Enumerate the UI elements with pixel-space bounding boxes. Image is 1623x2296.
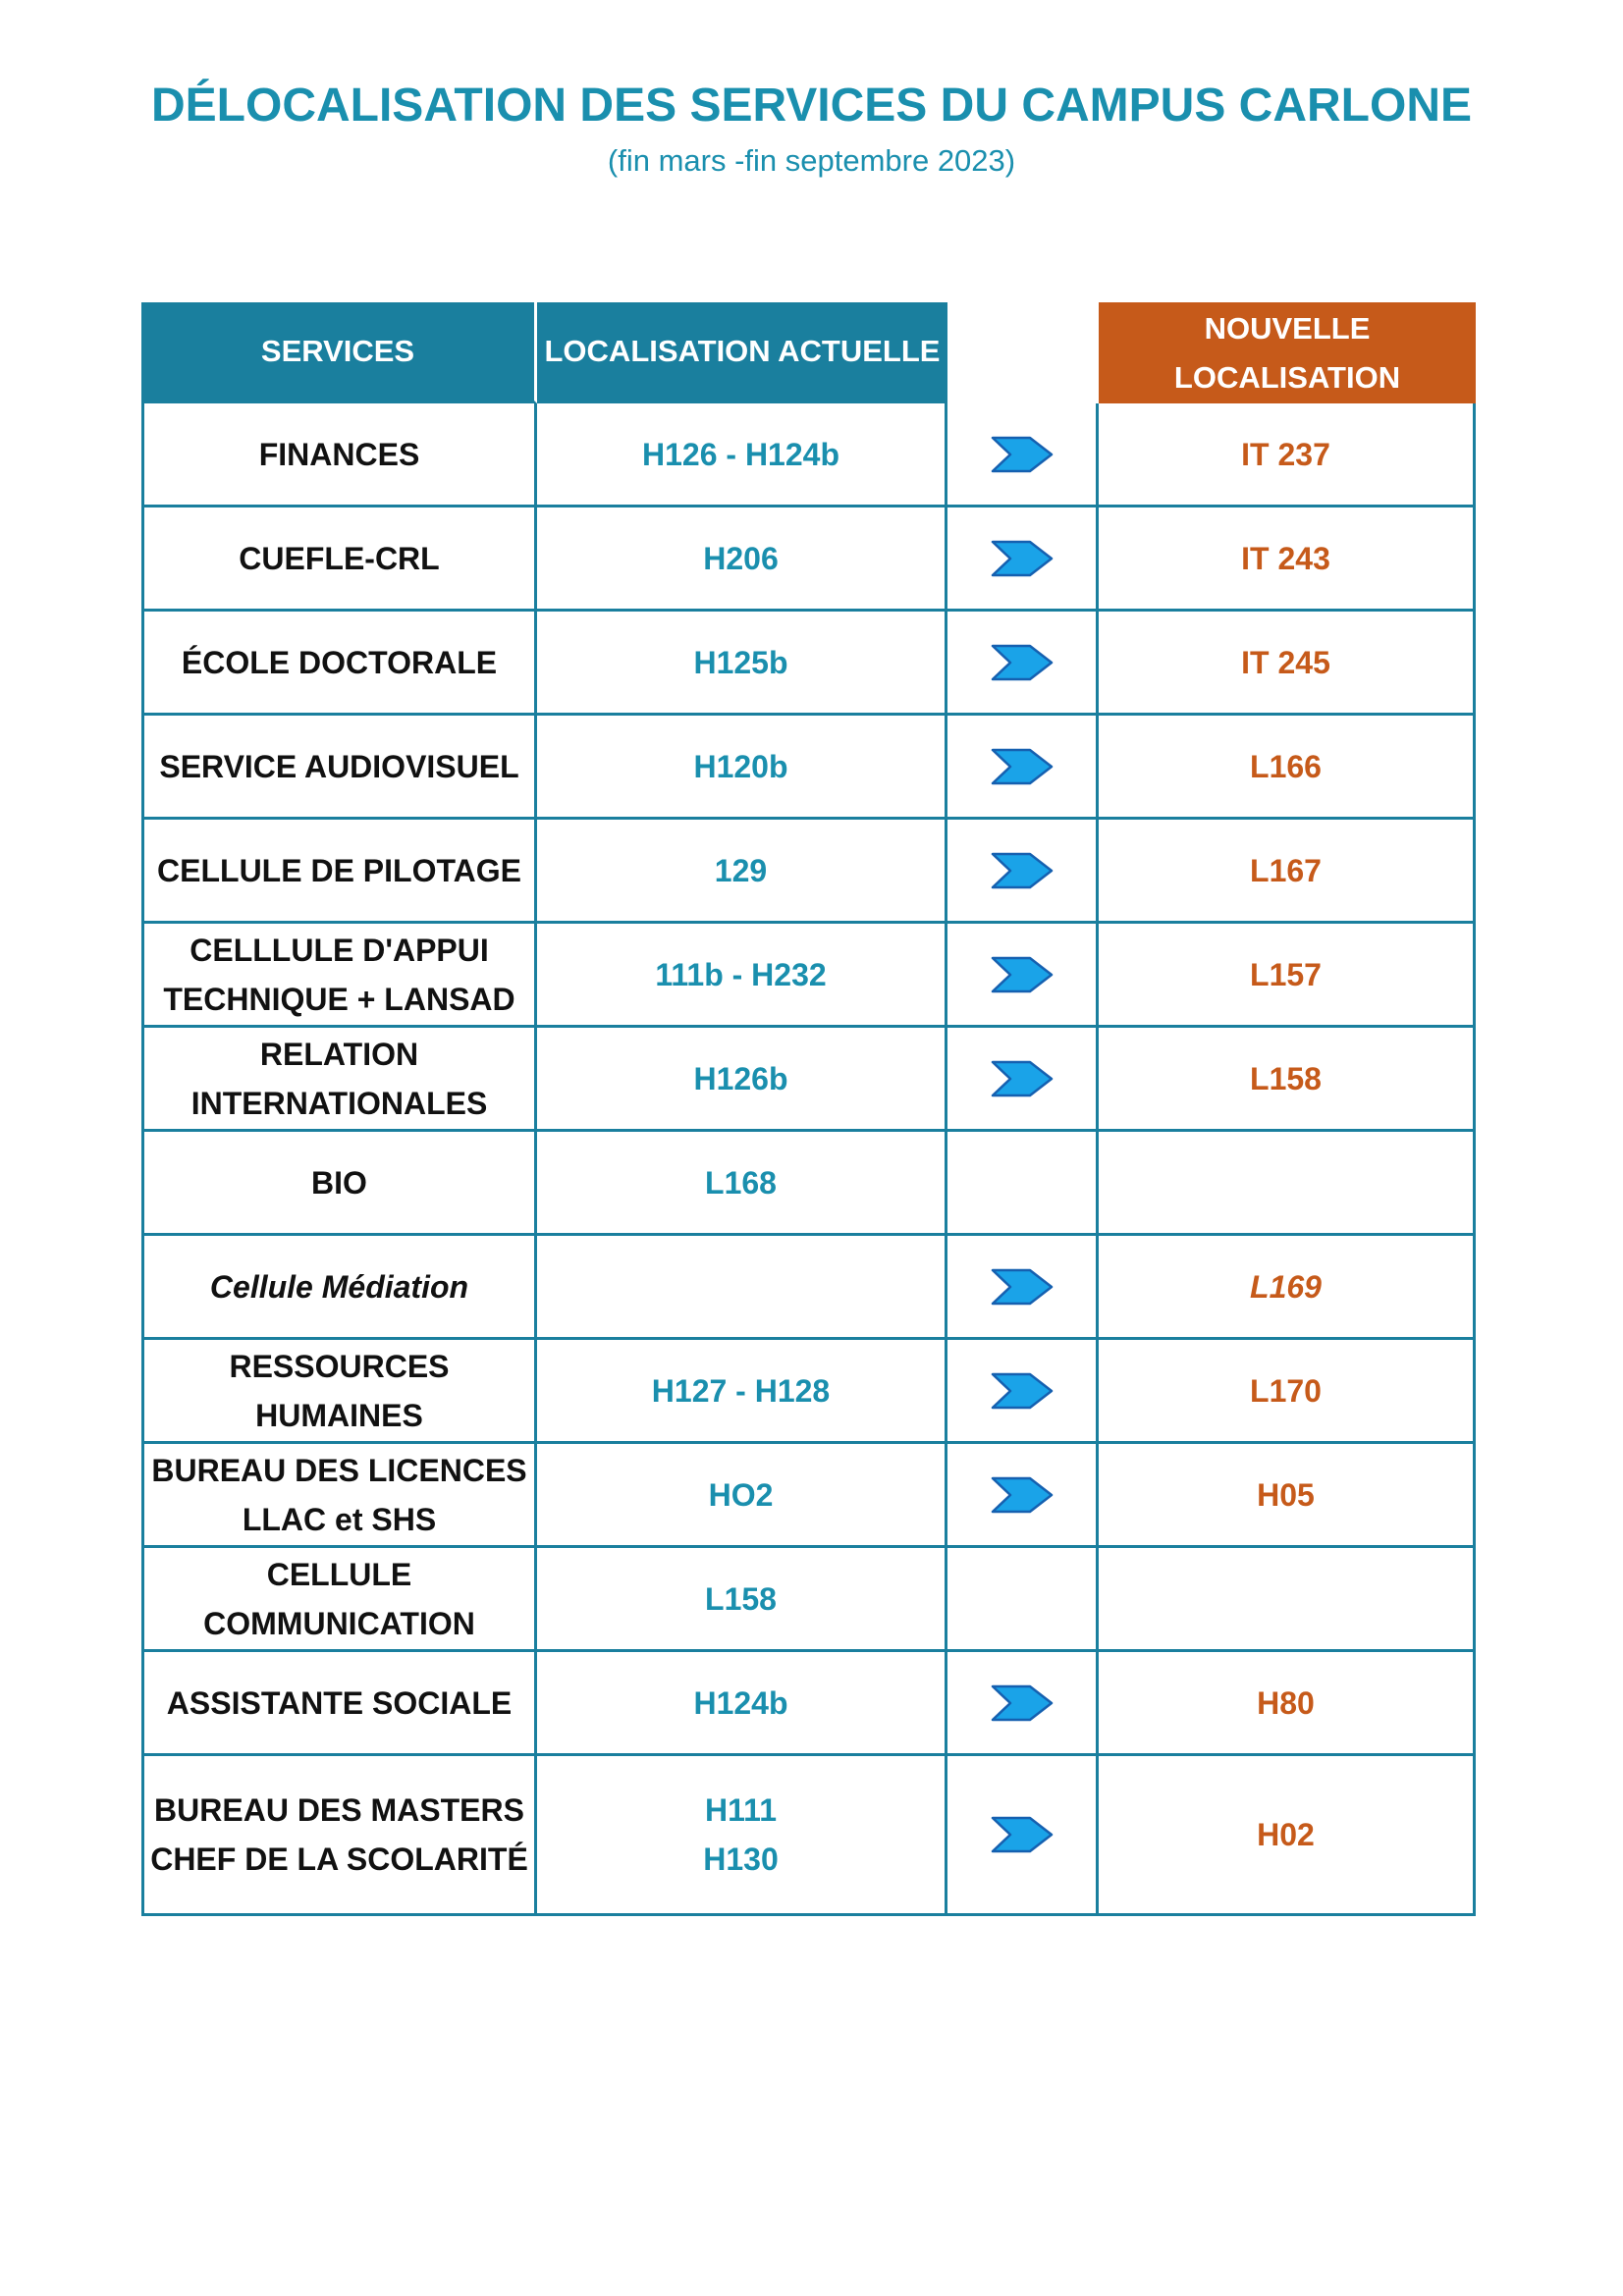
arrow-cell (947, 820, 1099, 924)
new-location-cell: IT 243 (1099, 507, 1476, 612)
service-name-cell: Cellule Médiation (141, 1236, 537, 1340)
arrow-cell (947, 1132, 1099, 1236)
arrow-cell (947, 1652, 1099, 1756)
new-location-cell (1099, 1548, 1476, 1652)
service-name-cell: CELLULE COMMUNICATION (141, 1548, 537, 1652)
new-location-cell: L170 (1099, 1340, 1476, 1444)
current-location-cell: 129 (537, 820, 947, 924)
current-location-cell: H111 H130 (537, 1756, 947, 1916)
service-name-cell: BIO (141, 1132, 537, 1236)
chevron-right-arrow-icon (991, 747, 1054, 786)
new-location-cell: L166 (1099, 716, 1476, 820)
new-location-cell: L158 (1099, 1028, 1476, 1132)
arrow-cell (947, 1028, 1099, 1132)
new-location-cell: IT 245 (1099, 612, 1476, 716)
chevron-right-arrow-icon (991, 539, 1054, 578)
chevron-right-arrow-icon (991, 435, 1054, 474)
arrow-cell (947, 612, 1099, 716)
relocation-table (141, 302, 1476, 1916)
service-name-cell: SERVICE AUDIOVISUEL (141, 716, 537, 820)
page-title: DÉLOCALISATION DES SERVICES DU CAMPUS CARLONE (150, 80, 1472, 132)
current-location-cell: H206 (537, 507, 947, 612)
service-name-cell: FINANCES (141, 403, 537, 507)
chevron-right-arrow-icon (991, 1059, 1054, 1098)
chevron-right-arrow-icon (991, 1475, 1054, 1515)
new-location-cell: H80 (1099, 1652, 1476, 1756)
new-location-cell (1099, 1132, 1476, 1236)
current-location-cell: H126 - H124b (537, 403, 947, 507)
page-subtitle: (fin mars -fin septembre 2023) (607, 143, 1016, 178)
arrow-cell (947, 924, 1099, 1028)
service-name-cell: RESSOURCES HUMAINES (141, 1340, 537, 1444)
new-location-cell: H05 (1099, 1444, 1476, 1548)
new-location-cell: L157 (1099, 924, 1476, 1028)
header-services: SERVICES (141, 302, 537, 403)
chevron-right-arrow-icon (991, 1815, 1054, 1854)
current-location-cell (537, 1236, 947, 1340)
arrow-cell (947, 716, 1099, 820)
new-location-cell: IT 237 (1099, 403, 1476, 507)
arrow-cell (947, 403, 1099, 507)
current-location-cell: L168 (537, 1132, 947, 1236)
chevron-right-arrow-icon (991, 1683, 1054, 1723)
header-current-location: LOCALISATION ACTUELLE (537, 302, 947, 403)
service-name-cell: RELATION INTERNATIONALES (141, 1028, 537, 1132)
current-location-cell: L158 (537, 1548, 947, 1652)
arrow-cell (947, 1548, 1099, 1652)
service-name-cell: BUREAU DES LICENCES LLAC et SHS (141, 1444, 537, 1548)
new-location-cell: H02 (1099, 1756, 1476, 1916)
service-name-cell: ASSISTANTE SOCIALE (141, 1652, 537, 1756)
header-new-location: NOUVELLE LOCALISATION (1099, 302, 1476, 403)
current-location-cell: H124b (537, 1652, 947, 1756)
chevron-right-arrow-icon (991, 1267, 1054, 1307)
chevron-right-arrow-icon (991, 643, 1054, 682)
service-name-cell: BUREAU DES MASTERS CHEF DE LA SCOLARITÉ (141, 1756, 537, 1916)
chevron-right-arrow-icon (991, 1371, 1054, 1411)
current-location-cell: H126b (537, 1028, 947, 1132)
header-arrow-spacer (947, 302, 1099, 403)
arrow-cell (947, 507, 1099, 612)
current-location-cell: H127 - H128 (537, 1340, 947, 1444)
arrow-cell (947, 1236, 1099, 1340)
current-location-cell: H125b (537, 612, 947, 716)
arrow-cell (947, 1756, 1099, 1916)
current-location-cell: HO2 (537, 1444, 947, 1548)
service-name-cell: CELLLULE D'APPUI TECHNIQUE + LANSAD (141, 924, 537, 1028)
chevron-right-arrow-icon (991, 851, 1054, 890)
service-name-cell: ÉCOLE DOCTORALE (141, 612, 537, 716)
service-name-cell: CUEFLE-CRL (141, 507, 537, 612)
new-location-cell: L169 (1099, 1236, 1476, 1340)
chevron-right-arrow-icon (991, 955, 1054, 994)
arrow-cell (947, 1444, 1099, 1548)
new-location-cell: L167 (1099, 820, 1476, 924)
current-location-cell: 111b - H232 (537, 924, 947, 1028)
current-location-cell: H120b (537, 716, 947, 820)
arrow-cell (947, 1340, 1099, 1444)
service-name-cell: CELLULE DE PILOTAGE (141, 820, 537, 924)
